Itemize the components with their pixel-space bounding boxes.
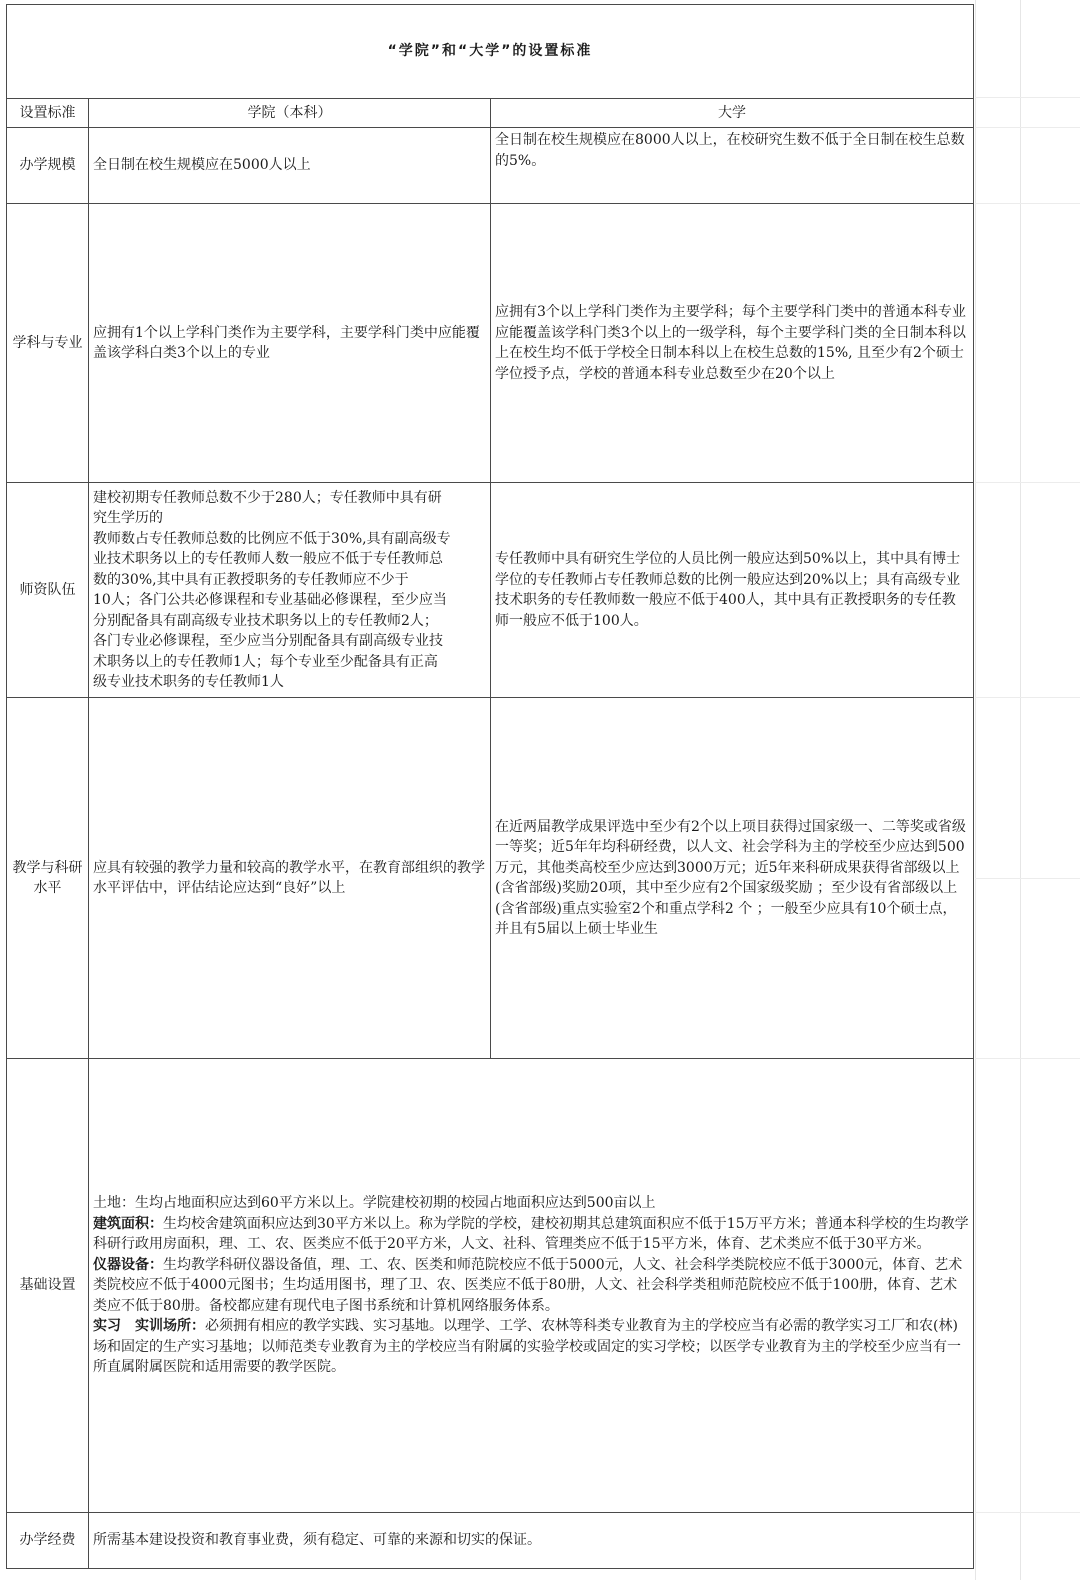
row-label-funding: 办学经费 [7,1513,89,1569]
college-research-cell: 应具有较强的教学力量和较高的教学水平，在教育部组织的教学水平评估中，评估结论应达到“良好”以上 [89,698,491,1059]
equipment-text: 生均教学科研仪器设备值，理、工、农、医类和师范院校应不低于5000元，人文、社会科学类院校应不低于3000元，体育、艺术类院校应不低于4000元图书；生均适用图书，理了卫、农、医类应不低于80册，人文、社会科学类租师范院校应不低于100册，体育、艺术类应不低于80册。备校都应建有现代电子图书系统和计算机网络服务体系。 [93,1256,963,1314]
grid-line [975,0,976,1580]
grid-line [975,878,1080,879]
faculty-line: 10人；各门公共必修课程和专业基础必修课程，至少应当 [93,592,447,608]
row-label-facilities: 基础设置 [7,1059,89,1513]
grid-line [975,97,1080,98]
table-row-research [7,698,974,1059]
grid-line [1020,0,1021,1580]
practice-label: 实习 实训场所： [93,1318,205,1335]
header-university: 大学 [491,99,974,128]
grid-line [975,127,1080,128]
faculty-line: 业技术职务以上的专任教师人数一般应不低于专任教师总 [93,551,443,567]
header-row [7,99,974,128]
grid-line [975,1512,1080,1513]
faculty-line: 究生学历的 [93,510,163,526]
header-criterion: 设置标准 [7,99,89,128]
funding-cell: 所需基本建设投资和教育事业费，须有稳定、可靠的来源和切实的保证。 [89,1513,974,1569]
table-row-faculty [7,483,974,698]
row-label-research: 教学与科研水平 [7,698,89,1059]
facilities-practice [93,1316,969,1378]
grid-line [975,482,1080,483]
faculty-line: 级专业技术职务的专任教师1人 [93,674,284,690]
faculty-line: 术职务以上的专任教师1人；每个专业至少配备具有正高 [93,653,438,670]
grid-line [975,1058,1080,1059]
faculty-line: 数的30%,其中具有正教授职务的专任教师应不少于 [93,571,409,588]
faculty-line: 教师数占专任教师总数的比例应不低于30%,具有副高级专 [93,530,451,547]
university-disciplines-cell: 应拥有3个以上学科门类作为主要学科；每个主要学科门类中的普通本科专业应能覆盖该学科门类3个以上的一级学科，每个主要学科门类的全日制本科以上在校生均不低于学校全日制本科以上在校生总数的15%, 且至少有2个硕士学位授予点，学校的普通本科专业总数至少在20个以上 [491,204,974,483]
table-row-funding [7,1513,974,1569]
college-faculty-cell [89,483,491,698]
table-row-facilities [7,1059,974,1513]
header-college: 学院（本科） [89,99,491,128]
table-row-disciplines [7,204,974,483]
building-text: 生均校舍建筑面积应达到30平方米以上。称为学院的学校，建校初期其总建筑面积应不低于15万平方米；普通本科学校的生均教学科研行政用房面积，理、工、农、医类应不低于20平方米，人文、社科、管理类应不低于15平方米，体育、艺术类应不低于30平方米。 [93,1215,969,1253]
college-scale-cell: 全日制在校生规模应在5000人以上 [89,128,491,204]
faculty-line: 各门专业必修课程，至少应当分别配备具有副高级专业技 [93,633,443,649]
university-faculty-cell: 专任教师中具有研究生学位的人员比例一般应达到50%以上，其中具有博士学位的专任教师占专任教师总数的比例一般应达到20%以上；具有高级专业技术职务的专任教师数一般应不低于400人，其中具有正教授职务的专任教师一般应不低于100人。 [491,483,974,698]
building-label: 建筑面积： [93,1215,163,1232]
equipment-label: 仪器设备： [93,1256,163,1273]
standards-table [6,4,974,1569]
facilities-cell [89,1059,974,1513]
grid-line [975,697,1080,698]
faculty-line: 分别配备具有副高级专业技术职务以上的专任教师2人； [93,612,438,629]
college-disciplines-cell: 应拥有1个以上学科门类作为主要学科，主要学科门类中应能覆盖该学科白类3个以上的专业 [89,204,491,483]
page-title: “学院”和“大学”的设置标准 [7,5,974,99]
row-label-disciplines: 学科与专业 [7,204,89,483]
row-label-scale: 办学规模 [7,128,89,204]
grid-line [975,203,1080,204]
facilities-equipment [93,1255,969,1317]
facilities-building [93,1214,969,1255]
university-research-cell: 在近两届教学成果评选中至少有2个以上项目获得过国家级一、二等奖或省级一等奖；近5年年均科研经费，以人文、社会学科为主的学校至少应达到500万元，其他类高校至少应达到3000万元；近5年来科研成果获得省部级以上(含省部级)奖励20项，其中至少应有2个国家级奖励 ；至少设有省部级以上(含省部级)重点实验室2个和重点学科2 个 ；一般至少应具有10个硕士点，并且有5届以上硕士毕业生 [491,698,974,1059]
practice-text: 必须拥有相应的教学实践、实习基地。以理学、工学、农林等科类专业教育为主的学校应当有必需的教学实习工厂和农(林)场和固定的生产实习基地；以师范类专业教育为主的学校应当有附属的实验学校或固定的实习学校；以医学专业教育为主的学校至少应当有一所直属附属医院和适用需要的教学医院。 [93,1318,961,1376]
university-scale-cell: 全日制在校生规模应在8000人以上，在校研究生数不低于全日制在校生总数的5%。 [491,128,974,204]
row-label-faculty: 师资队伍 [7,483,89,698]
table-row-scale [7,128,974,204]
faculty-line: 建校初期专任教师总数不少于280人；专任教师中具有研 [93,489,442,506]
facilities-land: 土地：生均占地面积应达到60平方米以上。学院建校初期的校园占地面积应达到500亩以上 [93,1195,656,1212]
